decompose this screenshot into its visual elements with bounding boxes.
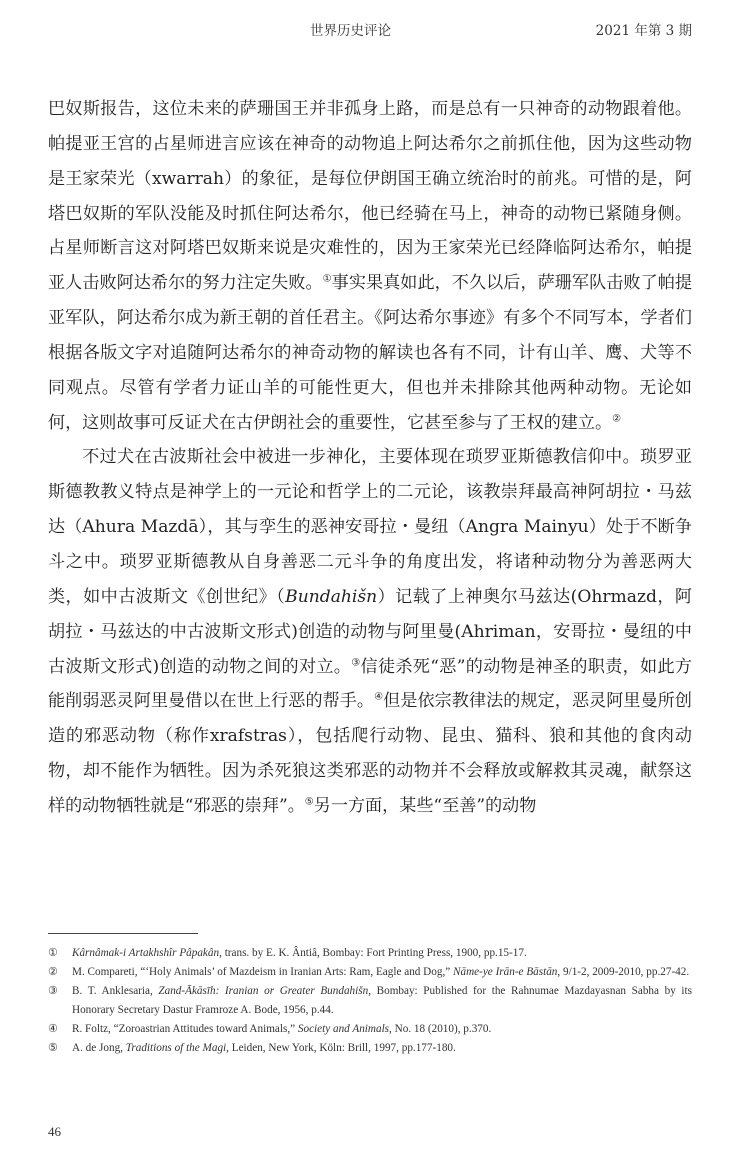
text-run: 巴奴斯报告，这位未来的萨珊国王并非孤身上路，而是总有一只神奇的动物跟着他。帕提亚王宫的占星师进言应该在神奇的动物追上阿达希尔之前抓住他，因为这些动物是王家荣光（xwarrah）的象征，是每位伊朗国王确立统治时的前兆。可惜的是，阿塔巴奴斯的军队没能及时抓住阿达希尔，他已经骑在马上，神奇的动物已紧随身侧。占星师断言这对阿塔巴奴斯来说是灾难性的，因为王家荣光已经降临阿达希尔，帕提亚人击败阿达希尔的努力注定失败。 xyxy=(48,99,692,294)
text-run: , 9/1-2, 2009-2010, pp.27-42. xyxy=(557,966,690,978)
text-run: , trans. by E. K. Ântiâ, Bombay: Fort Printing Press, 1900, pp.15-17. xyxy=(219,947,527,959)
text-run: B. T. Anklesaria, xyxy=(72,985,159,997)
text-run: 信徒杀死“恶”的动物是神圣的职责，如此方能削弱恶灵阿里曼借以在世上行恶的帮手。 xyxy=(48,656,692,712)
article-body xyxy=(48,92,692,824)
text-run: ）记载了上神奥尔马兹达(Ohrmazd，阿胡拉・马兹达的中古波斯文形式)创造的动物与阿里曼(Ahriman，安哥拉・曼纽的中古波斯文形式)创造的动物之间的对立。 xyxy=(48,586,692,677)
text-run: A. de Jong, xyxy=(72,1042,126,1054)
text-run: , Leiden, New York, Köln: Brill, 1997, pp.177-180. xyxy=(226,1042,456,1054)
italic-text: Nāme-ye Irān-e Bāstān xyxy=(453,966,558,978)
paragraph xyxy=(48,92,692,440)
italic-text: Kârnâmak-i Artakhshîr Pâpakân xyxy=(72,947,220,959)
text-run: 但是依宗教律法的规定，恶灵阿里曼所创造的邪恶动物（称作xrafstras），包括爬行动物、昆虫、猫科、狼和其他的食肉动物，却不能作为牺牲。因为杀死狼这类邪恶的动物并不会释放或解救其灵魂，献祭这样的动物牺牲就是“邪恶的崇拜”。 xyxy=(48,691,693,816)
text-run: M. Compareti, “‘Holy Animals’ of Mazdeism in Iranian Arts: Ram, Eagle and Dog,” xyxy=(72,966,454,978)
footnote xyxy=(48,963,692,982)
footnote-number: ② xyxy=(48,966,59,978)
footnote xyxy=(48,1020,692,1039)
footnote-divider xyxy=(48,933,198,934)
footnote-number: ① xyxy=(48,947,59,959)
footnote-number: ④ xyxy=(48,1023,59,1035)
text-run: , No. 18 (2010), p.370. xyxy=(389,1023,492,1035)
issue-label: 2021 年第 3 期 xyxy=(595,23,692,39)
footnote xyxy=(48,944,692,963)
text-run: 不过犬在古波斯社会中被进一步神化，主要体现在琐罗亚斯德教信仰中。琐罗亚斯德教教义特点是神学上的一元论和哲学上的二元论，该教崇拜最高神阿胡拉・马兹达（Ahura Mazdā），其与孪生的恶神安哥拉・曼纽（Angra Mainyu）处于不断争斗之中。琐罗亚斯德教从自身善恶二元斗争的角度出发，将诸种动物分为善恶两大类，如中古波斯文《创世纪》（ xyxy=(48,447,692,607)
footnote-number: ⑤ xyxy=(48,1042,59,1054)
text-run: , Bombay: Published for the Rahnumae Mazdayasnan Sabha by its Honorary Secretary Dastur Framroze A. Bode, 1956, p.44. xyxy=(72,985,692,1016)
footnote-reference: ① xyxy=(322,273,332,285)
italic-text: Traditions of the Magi xyxy=(125,1042,227,1054)
italic-text: Zand-Ākāsīh: Iranian or Greater Bundahišn xyxy=(158,985,369,997)
footnote-reference: ⑤ xyxy=(304,796,314,808)
text-run: R. Foltz, “Zoroastrian Attitudes toward Animals,” xyxy=(72,1023,298,1035)
footnotes xyxy=(48,944,692,1058)
text-run: 事实果真如此，不久以后，萨珊军队击败了帕提亚军队，阿达希尔成为新王朝的首任君主。《阿达希尔事迹》有多个不同写本，学者们根据各版文字对追随阿达希尔的神奇动物的解读也各有不同，计有山羊、鹰、犬等不同观点。尽管有学者力证山羊的可能性更大，但也并未排除其他两种动物。无论如何，这则故事可反证犬在古伊朗社会的重要性，它甚至参与了王权的建立。 xyxy=(48,273,693,433)
italic-text: Society and Animals xyxy=(297,1023,390,1035)
text-run: 另一方面，某些“至善”的动物 xyxy=(313,795,537,816)
footnote xyxy=(48,982,692,1020)
page-number: 46 xyxy=(48,1124,61,1139)
footnote-number: ③ xyxy=(48,985,59,997)
italic-text: Bundahišn xyxy=(285,586,378,607)
footnote xyxy=(48,1039,692,1058)
paragraph xyxy=(48,440,692,823)
footnote-reference: ④ xyxy=(374,691,384,703)
journal-title: 世界历史评论 xyxy=(310,23,391,39)
footnote-reference: ③ xyxy=(351,656,361,668)
footnote-reference: ② xyxy=(612,412,622,424)
